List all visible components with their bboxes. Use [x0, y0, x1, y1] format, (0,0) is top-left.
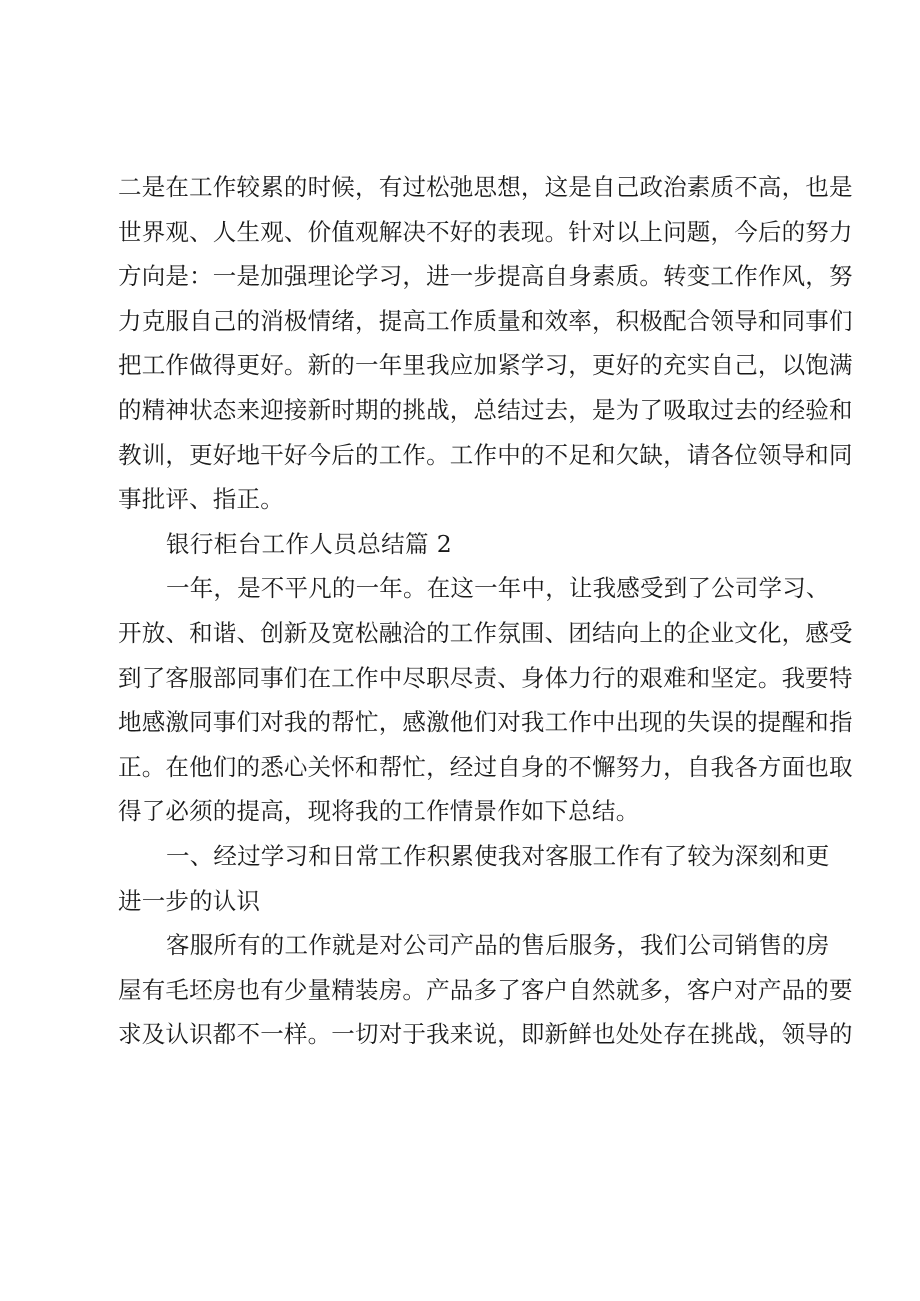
document-body	[118, 165, 853, 1057]
paragraph-3-line: 求及认识都不一样。一切对于我来说，即新鲜也处处存在挑战，领导的	[118, 1020, 853, 1049]
paragraph-1-line: 世界观、人生观、价值观解决不好的表现。针对以上问题，今后的努力	[118, 217, 853, 246]
paragraph-1-line: 二是在工作较累的时候，有过松弛思想，这是自己政治素质不高，也是	[118, 173, 853, 201]
paragraph-2-line: 正。在他们的悉心关怀和帮忙，经过自身的不懈努力，自我各方面也取	[118, 752, 853, 781]
paragraph-2-line: 一年，是不平凡的一年。在这一年中，让我感受到了公司学习、	[166, 574, 830, 603]
paragraph-3-line: 屋有毛坯房也有少量精装房。产品多了客户自然就多，客户对产品的要	[118, 975, 853, 1004]
paragraph-2-line: 地感激同事们对我的帮忙，感激他们对我工作中出现的失误的提醒和指	[118, 708, 853, 737]
paragraph-1-line: 教训，更好地干好今后的工作。工作中的不足和欠缺，请各位领导和同	[118, 440, 853, 469]
paragraph-2-line: 开放、和谐、创新及宽松融洽的工作氛围、团结向上的企业文化，感受	[118, 618, 853, 647]
paragraph-1-line: 的精神状态来迎接新时期的挑战，总结过去，是为了吸取过去的经验和	[118, 395, 853, 424]
subheading-line: 一、经过学习和日常工作积累使我对客服工作有了较为深刻和更	[166, 841, 830, 870]
subheading-line: 进一步的认识	[118, 886, 261, 915]
paragraph-2-line: 到了客服部同事们在工作中尽职尽责、身体力行的艰难和坚定。我要特	[118, 663, 853, 692]
paragraph-3-line: 客服所有的工作就是对公司产品的售后服务，我们公司销售的房	[166, 931, 830, 960]
paragraph-1-line: 把工作做得更好。新的一年里我应加紧学习，更好的充实自己，以饱满	[118, 351, 853, 380]
paragraph-1-line: 事批评、指正。	[118, 485, 284, 514]
paragraph-2-line: 得了必须的提高，现将我的工作情景作如下总结。	[118, 797, 640, 826]
section-title: 银行柜台工作人员总结篇 2	[166, 529, 453, 558]
paragraph-1-line: 力克服自己的消极情绪，提高工作质量和效率，积极配合领导和同事们	[118, 306, 853, 335]
paragraph-1-line: 方向是：一是加强理论学习，进一步提高自身素质。转变工作作风，努	[118, 262, 853, 291]
